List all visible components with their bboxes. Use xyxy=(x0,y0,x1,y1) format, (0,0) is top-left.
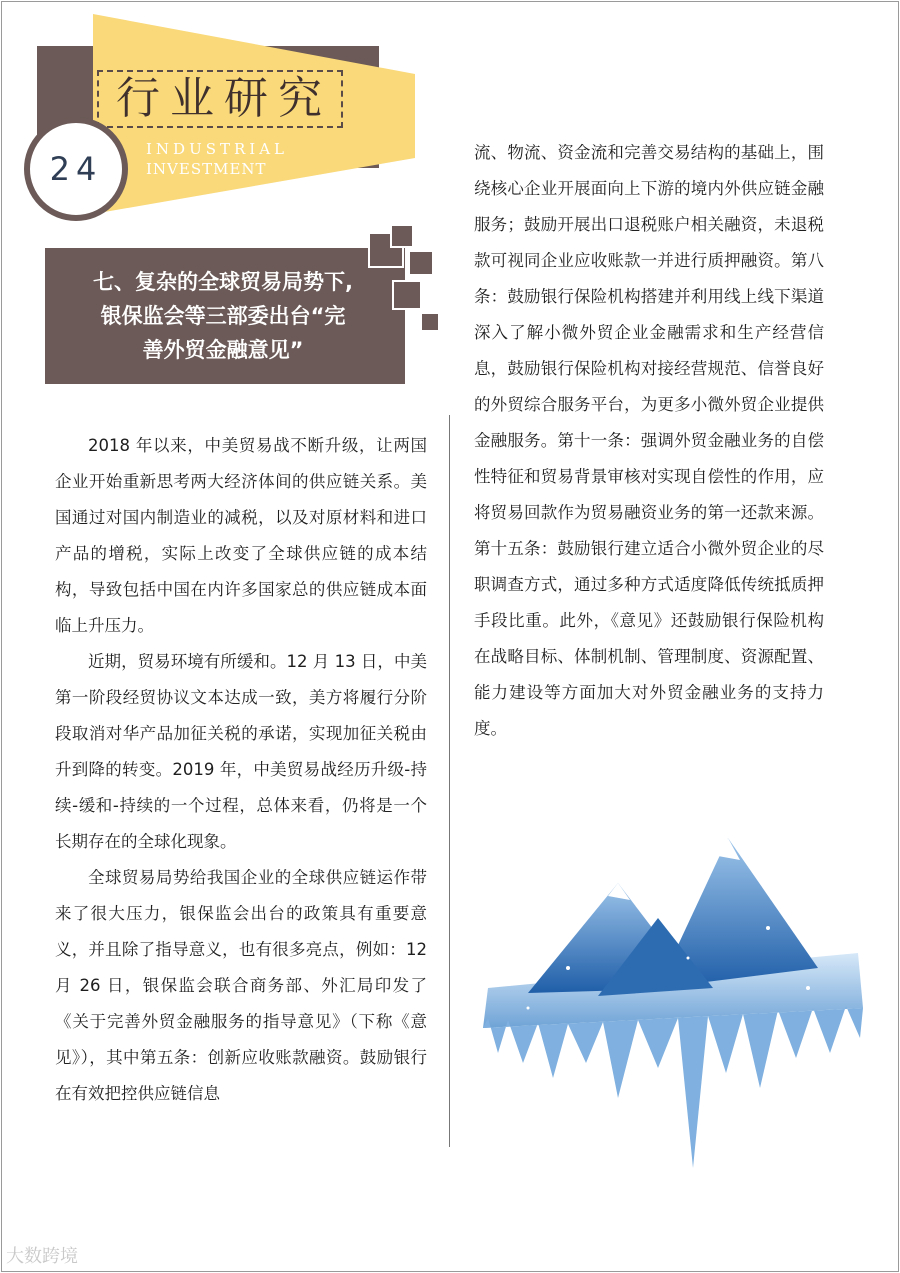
section-heading-line: 善外贸金融意见” xyxy=(142,338,304,362)
watermark: 大数跨境 xyxy=(6,1246,78,1267)
english-subtitle-line2: INVESTMENT xyxy=(146,160,267,178)
paragraph: 全球贸易局势给我国企业的全球供应链运作带来了很大压力，银保监会出台的政策具有重要意义，并且除了指导意义，也有很多亮点，例如：12 月 26 日，银保监会联合商务部、外汇局印发了《关于完善外贸金融服务的指导意见》（下称《意见》），其中第五条：创新应收账款融资。鼓励银行在有效把控供应链信息 xyxy=(55,868,427,1103)
ice-mountain-illustration xyxy=(468,838,868,1178)
left-column xyxy=(55,428,427,1112)
section-heading xyxy=(45,265,401,367)
section-title: 行业研究 xyxy=(116,73,332,124)
deco-square xyxy=(420,312,440,332)
english-subtitle-line1: INDUSTRIAL xyxy=(146,140,289,158)
deco-square xyxy=(408,250,434,276)
paragraph: 2018 年以来，中美贸易战不断升级，让两国企业开始重新思考两大经济体间的供应链关系。美国通过对国内制造业的减税，以及对原材料和进口产品的增税，实际上改变了全球供应链的成本结构，导致包括中国在内许多国家总的供应链成本面临上升压力。 xyxy=(55,436,427,635)
section-heading-line: 七、复杂的全球贸易局势下, xyxy=(93,270,353,294)
right-column xyxy=(474,135,824,747)
deco-square xyxy=(390,224,414,248)
page-number: 24 xyxy=(24,117,128,221)
icicles xyxy=(483,1006,863,1168)
column-divider xyxy=(449,415,450,1147)
section-heading-line: 银保监会等三部委出台“完 xyxy=(100,304,346,328)
paragraph: 流、物流、资金流和完善交易结构的基础上，围绕核心企业开展面向上下游的境内外供应链金融服务；鼓励开展出口退税账户相关融资，未退税款可视同企业应收账款一并进行质押融资。第八条：鼓励银行保险机构搭建并利用线上线下渠道深入了解小微外贸企业金融需求和生产经营信息，鼓励银行保险机构对接经营规范、信誉良好的外贸综合服务平台，为更多小微外贸企业提供金融服务。第十一条：强调外贸金融业务的自偿性特征和贸易背景审核对实现自偿性的作用，应将贸易回款作为贸易融资业务的第一还款来源。第十五条：鼓励银行建立适合小微外贸企业的尽职调查方式，通过多种方式适度降低传统抵质押手段比重。此外，《意见》还鼓励银行保险机构在战略目标、体制机制、管理制度、资源配置、能力建设等方面加大对外贸金融业务的支持力度。 xyxy=(474,143,824,738)
paragraph: 近期，贸易环境有所缓和。12 月 13 日，中美第一阶段经贸协议文本达成一致，美方将履行分阶段取消对华产品加征关税的承诺，实现加征关税由升到降的转变。2019 年，中美贸易战经历升级-持续-缓和-持续的一个过程，总体来看，仍将是一个长期存在的全球化现象。 xyxy=(55,652,427,851)
